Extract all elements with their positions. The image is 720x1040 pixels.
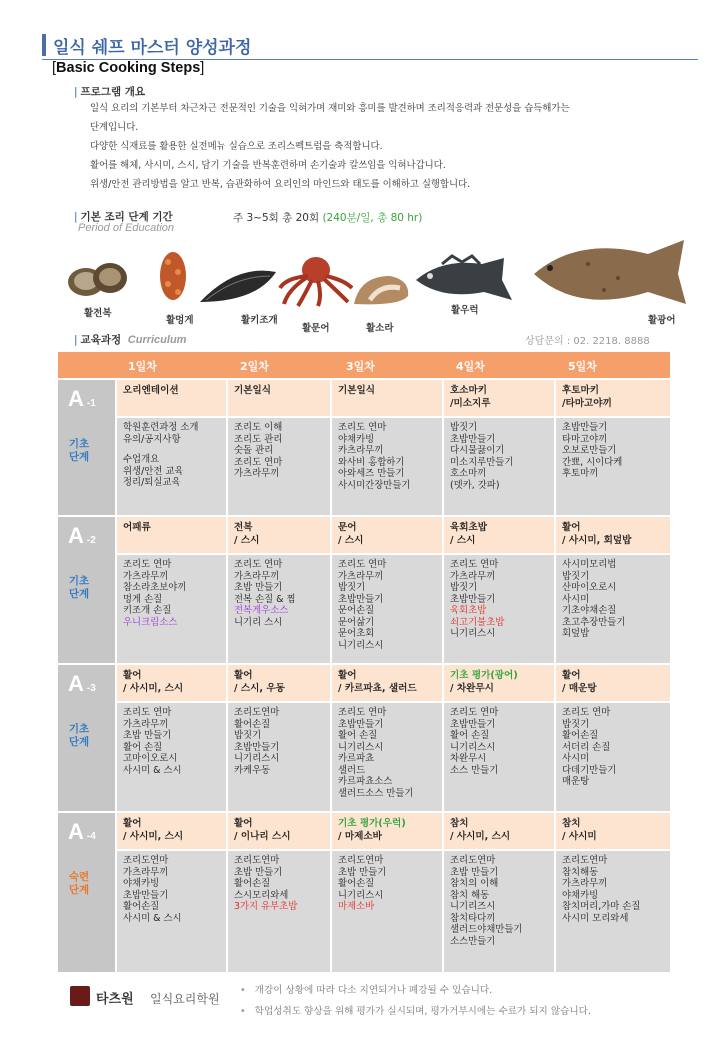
level-stage: 기초 단계	[68, 723, 90, 748]
lesson-item: 밥짓기	[234, 730, 262, 741]
lesson-item: 조리도 연마	[123, 559, 172, 570]
lesson-item: 밥짓기	[562, 718, 590, 730]
day-header: 4일차	[456, 360, 485, 373]
footer-note: • 개강이 상황에 따라 다소 지연되거나 폐강될 수 있습니다.	[240, 985, 493, 996]
lesson-item: 멍게 손질	[123, 593, 163, 605]
topic-title: 활어	[234, 818, 253, 829]
lesson-item: 활어손질	[234, 718, 271, 730]
topic-cell	[226, 515, 330, 553]
topic-subtitle: / 스시	[450, 535, 476, 546]
lesson-item: 참치의 이해	[450, 878, 499, 889]
lesson-item: 밥짓기	[450, 422, 478, 433]
lesson-cell	[115, 416, 226, 515]
topic-subtitle: / 차완무시	[450, 683, 494, 694]
lesson-item: 활어손질	[234, 878, 271, 889]
topic-title: 참치	[450, 818, 469, 829]
topic-cell	[330, 515, 442, 553]
topic-subtitle: /미소지루	[450, 398, 491, 409]
lesson-item: 니기리 스시	[234, 616, 283, 628]
ingredient-label: 활문어	[302, 323, 330, 334]
lesson-item: 조리도 이해	[234, 422, 283, 433]
page-header	[42, 30, 698, 60]
lesson-item: 학원훈련과정 소개	[123, 422, 199, 433]
lesson-item: 밥짓기	[450, 582, 478, 593]
ingredient-label: 활광어	[648, 315, 676, 326]
lesson-item: 조리도 연마	[338, 707, 387, 718]
lesson-cell	[226, 849, 330, 972]
lesson-cell	[554, 701, 670, 811]
topic-title: 문어	[338, 522, 357, 533]
lesson-item: 기초야채손질	[562, 605, 617, 616]
lesson-cell	[442, 701, 554, 811]
lesson-item: 초밥만들기	[450, 718, 496, 730]
lesson-item: 초고추장만들기	[562, 616, 626, 628]
lesson-item: 조리도 연마	[450, 559, 499, 570]
lesson-item: 초밥만들기	[450, 593, 496, 605]
lesson-item: 활어 손질	[450, 730, 490, 741]
footer-notes	[240, 980, 591, 1022]
lesson-cell	[330, 553, 442, 663]
lesson-item: 호소마끼	[450, 468, 487, 479]
lesson-item: 사시미	[562, 593, 590, 605]
lesson-item: 사시미	[562, 753, 590, 764]
lesson-item: 다데기만들기	[562, 764, 617, 776]
lesson-item: 육회초밥	[450, 605, 487, 616]
lesson-item: 와사비 홍합하기	[338, 456, 405, 468]
topic-cell	[554, 811, 670, 849]
lesson-item: 카케우동	[234, 764, 271, 776]
lesson-item: 문어초회	[338, 628, 375, 639]
page-subtitle: [Basic Cooking Steps]	[52, 60, 205, 76]
topic-cell	[554, 378, 670, 416]
topic-title: 활어	[123, 818, 142, 829]
topic-cell	[442, 663, 554, 701]
lesson-item: 조리도연마	[562, 855, 608, 866]
topic-title: 활어	[123, 670, 142, 681]
lesson-cell	[442, 849, 554, 972]
lesson-item: 가츠라무끼	[338, 570, 384, 582]
topic-cell	[554, 663, 670, 701]
spacer	[123, 445, 220, 454]
lesson-item: 니기리스시	[338, 741, 384, 753]
title-accent-bar	[42, 34, 46, 56]
lesson-item: 참치머리,가마 손질	[562, 901, 641, 912]
level-stage: 기초 단계	[68, 575, 90, 600]
lesson-item: 조리도 연마	[562, 707, 611, 718]
lesson-item: 정리/퇴실교육	[123, 477, 181, 488]
lesson-item: 아와세즈 만들기	[338, 468, 405, 479]
day-header: 3일차	[346, 360, 375, 373]
rockfish-icon	[412, 254, 516, 304]
level-stage: 기초 단계	[68, 438, 90, 463]
lesson-item: 초밥만들기	[450, 433, 496, 445]
lesson-item: 서더리 손질	[562, 741, 611, 753]
flounder-icon	[528, 234, 688, 308]
lesson-cell	[554, 553, 670, 663]
level-label-cell	[58, 811, 115, 972]
overview-line: 단계입니다.	[90, 122, 139, 133]
lesson-item: 초밥 만들기	[450, 866, 499, 878]
logo-mark-icon	[70, 986, 90, 1006]
lesson-item: 조리도 연마	[123, 707, 172, 718]
lesson-cell	[442, 553, 554, 663]
lesson-item: 고마이오로시	[123, 753, 178, 764]
lesson-item: 초밥만들기	[234, 741, 280, 753]
lesson-item: 회덮밥	[562, 628, 590, 639]
level-label-cell	[58, 378, 115, 515]
overview-text	[90, 99, 690, 194]
topic-title: 기초 평가(우럭)	[338, 818, 406, 829]
lesson-item: 니기리스시	[450, 741, 496, 753]
lesson-item: 활어 손질	[338, 730, 378, 741]
lesson-item: 조리도연마	[123, 855, 169, 866]
octopus-icon	[278, 250, 354, 308]
abalone-icon	[66, 252, 128, 300]
lesson-item: 차완무시	[450, 753, 487, 764]
lesson-item: 활어손질	[562, 730, 599, 741]
lesson-item: 초밥만들기	[562, 422, 608, 433]
lesson-item: 초밥 만들기	[338, 866, 387, 878]
topic-title: 기본일식	[338, 385, 376, 396]
lesson-item: 전복 손질 & 찜	[234, 593, 296, 605]
pen-shell-icon	[196, 262, 278, 312]
topic-subtitle: / 스시	[234, 535, 260, 546]
overview-line: 다양한 식재료를 활용한 실전메뉴 실습으로 조리스펙트럼을 축적합니다.	[90, 141, 383, 152]
topic-cell	[115, 811, 226, 849]
lesson-item: 후토마끼	[562, 468, 599, 479]
lesson-item: 다시물끓이기	[450, 445, 505, 456]
page-title: 일식 쉐프 마스터 양성과정	[53, 38, 252, 58]
lesson-item: 니기리스시	[338, 889, 384, 901]
lesson-cell	[115, 553, 226, 663]
topic-title: 육회초밥	[450, 522, 488, 533]
lesson-item: 조리도 연마	[234, 559, 283, 570]
topic-title: 오리엔테이션	[123, 385, 179, 396]
lesson-item: 참치해동	[562, 866, 599, 878]
lesson-item: 니기리스시	[450, 628, 496, 639]
day-header: 5일차	[568, 360, 597, 373]
lesson-item: 활어손질	[123, 901, 160, 912]
topic-cell	[330, 663, 442, 701]
topic-title: 참치	[562, 818, 581, 829]
logo-subtitle: 일식요리학원	[150, 992, 220, 1006]
level-code: A -2	[68, 523, 96, 548]
lesson-item: 니기리스시	[234, 753, 280, 764]
lesson-item: 조리도연마	[338, 855, 384, 866]
lesson-item: 간뾰, 시이다케	[562, 456, 623, 468]
topic-title: 활어	[562, 522, 581, 533]
lesson-cell	[115, 701, 226, 811]
curriculum-label: | 교육과정 Curriculum	[74, 334, 187, 346]
conch-icon	[350, 270, 412, 310]
ingredient-gallery	[60, 232, 700, 332]
topic-cell	[115, 663, 226, 701]
lesson-item: 조리도연마	[234, 707, 280, 718]
topic-cell	[226, 811, 330, 849]
lesson-item: 문어손질	[338, 605, 375, 616]
lesson-item: 조리도 관리	[234, 433, 283, 445]
topic-subtitle: / 스시	[338, 535, 364, 546]
sea-squirt-icon	[156, 246, 190, 304]
lesson-item: 초밥만들기	[338, 593, 384, 605]
lesson-cell	[330, 849, 442, 972]
topic-subtitle: / 사시미, 회덮밥	[562, 535, 632, 546]
lesson-item: 가츠라무끼	[450, 570, 496, 582]
topic-title: 활어	[562, 670, 581, 681]
lesson-item: 매운탕	[562, 776, 590, 787]
ingredient-label: 활우럭	[451, 305, 479, 316]
level-stage: 숙련 단계	[68, 871, 90, 896]
lesson-cell	[226, 553, 330, 663]
topic-cell	[442, 811, 554, 849]
lesson-item: 유의/공지사항	[123, 433, 181, 445]
lesson-cell	[330, 701, 442, 811]
lesson-item: 활어 손질	[123, 741, 163, 753]
topic-title: 활어	[234, 670, 253, 681]
topic-cell	[226, 663, 330, 701]
lesson-item: 가츠라무끼	[562, 878, 608, 889]
ingredient-label: 활소라	[366, 323, 394, 334]
lesson-item: 소스 만들기	[450, 764, 499, 776]
lesson-item: 3가지 유부초밥	[234, 901, 298, 912]
lesson-item: 초밥만들기	[123, 889, 169, 901]
topic-subtitle: / 사시미	[562, 831, 597, 842]
topic-subtitle: / 사시미, 스시	[450, 831, 511, 842]
lesson-item: 산마이오로시	[562, 582, 617, 593]
level-label-cell	[58, 515, 115, 663]
lesson-item: 가츠라무끼	[234, 570, 280, 582]
topic-cell	[442, 378, 554, 416]
lesson-item: 카르파쵸	[338, 753, 375, 764]
lesson-item: 야채카빙	[123, 878, 160, 889]
topic-subtitle: /타마고야끼	[562, 398, 612, 409]
footer-note: • 학업성취도 향상을 위해 평가가 실시되며, 평가거부시에는 수료가 되지 않습니다.	[240, 1006, 591, 1017]
day-header-row	[58, 352, 670, 378]
lesson-item: 샐러드야채만들기	[450, 924, 523, 935]
lesson-item: 소스만들기	[450, 935, 496, 947]
lesson-item: 참소라초보야끼	[123, 582, 187, 593]
lesson-item: 조리도 연마	[338, 422, 387, 433]
lesson-item: 마제소바	[338, 901, 375, 912]
logo-name: 타츠원	[96, 992, 134, 1007]
topic-title: 기초 평가(광어)	[450, 670, 518, 681]
lesson-item: 활어손질	[338, 878, 375, 889]
lesson-item: 위생/안전 교육	[123, 465, 184, 477]
topic-subtitle: / 매운탕	[562, 683, 597, 694]
lesson-item: 조리도 연마	[450, 707, 499, 718]
lesson-cell	[330, 416, 442, 515]
topic-subtitle: / 이나리 스시	[234, 831, 291, 842]
curriculum-table	[58, 352, 670, 972]
lesson-item: 키조개 손질	[123, 605, 172, 616]
lesson-item: 사시미간장만들기	[338, 479, 411, 491]
lesson-item: 초밥 만들기	[234, 866, 283, 878]
overview-label: | 프로그램 개요	[74, 86, 146, 98]
overview-line: 일식 요리의 기본부터 차근차근 전문적인 기술을 익혀가며 재미와 흥미를 발견하며 조리적응력과 전문성을 습득해가는	[90, 103, 570, 114]
lesson-item: 초밥 만들기	[123, 730, 172, 741]
subtitle-text: Basic Cooking Steps	[56, 60, 201, 76]
lesson-item: 사시미 & 스시	[123, 764, 182, 776]
topic-title: 전복	[234, 522, 253, 533]
level-code: A -4	[68, 819, 96, 844]
topic-subtitle: / 사시미, 스시	[123, 683, 184, 694]
lesson-item: 참치타다끼	[450, 912, 496, 924]
topic-cell	[115, 378, 226, 416]
topic-cell	[330, 378, 442, 416]
lesson-item: 사시미 모리와세	[562, 912, 629, 924]
ingredient-label: 활키조개	[241, 315, 278, 326]
topic-subtitle: / 사시미, 스시	[123, 831, 184, 842]
period-label: | 기본 조리 단계 기간	[74, 211, 173, 223]
lesson-item: 조리도 연마	[234, 456, 283, 468]
lesson-item: (뎃카, 갓파)	[450, 479, 500, 491]
topic-subtitle: / 스시, 우동	[234, 683, 285, 694]
overview-line: 위생/안전 관리방법을 알고 반복, 습관화하여 요리인의 마인드와 태도를 이해하고 실행합니다.	[90, 179, 471, 190]
lesson-cell	[442, 416, 554, 515]
lesson-cell	[554, 849, 670, 972]
topic-title: 후토마키	[562, 385, 600, 396]
contact-info: 상담문의 : 02. 2218. 8888	[525, 336, 650, 347]
lesson-cell	[226, 701, 330, 811]
topic-subtitle: / 마제소바	[338, 831, 382, 842]
lesson-item: 밥짓기	[338, 582, 366, 593]
lesson-item: 사시미모리법	[562, 559, 617, 570]
overview-line: 활어를 해체, 사시미, 스시, 담기 기술을 반복훈련하며 손기술과 칼쓰임을 익혀나갑니다.	[90, 160, 446, 171]
lesson-item: 미소지루만들기	[450, 456, 514, 468]
level-code: A -1	[68, 386, 96, 411]
lesson-item: 타마고야끼	[562, 433, 608, 445]
lesson-item: 쇠고기불초밥	[450, 616, 505, 628]
lesson-item: 스시모리와세	[234, 889, 289, 901]
lesson-item: 가츠라무끼	[123, 570, 169, 582]
lesson-item: 니기리즈시	[450, 901, 496, 912]
lesson-item: 참치 해동	[450, 889, 490, 901]
topic-title: 호소마키	[450, 385, 488, 396]
lesson-item: 조리도 연마	[338, 559, 387, 570]
lesson-item: 우니크림소스	[123, 616, 178, 628]
period-label-en: Period of Education	[78, 222, 175, 234]
topic-title: 어패류	[123, 522, 151, 533]
topic-title: 활어	[338, 670, 357, 681]
lesson-item: 조리도연마	[234, 855, 280, 866]
topic-cell	[554, 515, 670, 553]
lesson-item: 밥짓기	[562, 570, 590, 582]
topic-cell	[226, 378, 330, 416]
lesson-item: 문어삶기	[338, 616, 375, 628]
lesson-item: 샐러드	[338, 764, 366, 776]
lesson-item: 조리도연마	[450, 855, 496, 866]
level-label-cell	[58, 663, 115, 811]
topic-cell	[115, 515, 226, 553]
lesson-item: 가츠라무끼	[123, 718, 169, 730]
ingredient-label: 활멍게	[166, 315, 194, 326]
lesson-item: 초밥 만들기	[234, 582, 283, 593]
lesson-cell	[226, 416, 330, 515]
lesson-item: 초밥만들기	[338, 718, 384, 730]
day-header: 1일차	[128, 360, 157, 373]
lesson-item: 카츠라무끼	[338, 445, 384, 456]
lesson-item: 가츠라무끼	[123, 866, 169, 878]
lesson-item: 전복게우소스	[234, 605, 289, 616]
lesson-item: 숫돌 관리	[234, 445, 274, 456]
lesson-item: 샐러드소스 만들기	[338, 787, 414, 799]
lesson-cell	[115, 849, 226, 972]
lesson-item: 오보로만들기	[562, 445, 617, 456]
day-header: 2일차	[240, 360, 269, 373]
topic-subtitle: / 카르파쵸, 샐러드	[338, 683, 417, 694]
topic-cell	[330, 811, 442, 849]
ingredient-label: 활전복	[84, 308, 112, 319]
topic-cell	[442, 515, 554, 553]
period-value: 주 3~5회 총 20회 (240분/일, 총 80 hr)	[233, 212, 423, 224]
lesson-item: 카르파쵸소스	[338, 776, 393, 787]
lesson-cell	[554, 416, 670, 515]
level-code: A -3	[68, 671, 96, 696]
lesson-item: 수업개요	[123, 454, 160, 465]
lesson-item: 사시미 & 스시	[123, 912, 182, 924]
lesson-item: 가츠라무끼	[234, 468, 280, 479]
lesson-item: 니기리스시	[338, 639, 384, 651]
lesson-item: 야채카빙	[338, 433, 375, 445]
lesson-item: 야채카빙	[562, 889, 599, 901]
topic-title: 기본일식	[234, 385, 272, 396]
